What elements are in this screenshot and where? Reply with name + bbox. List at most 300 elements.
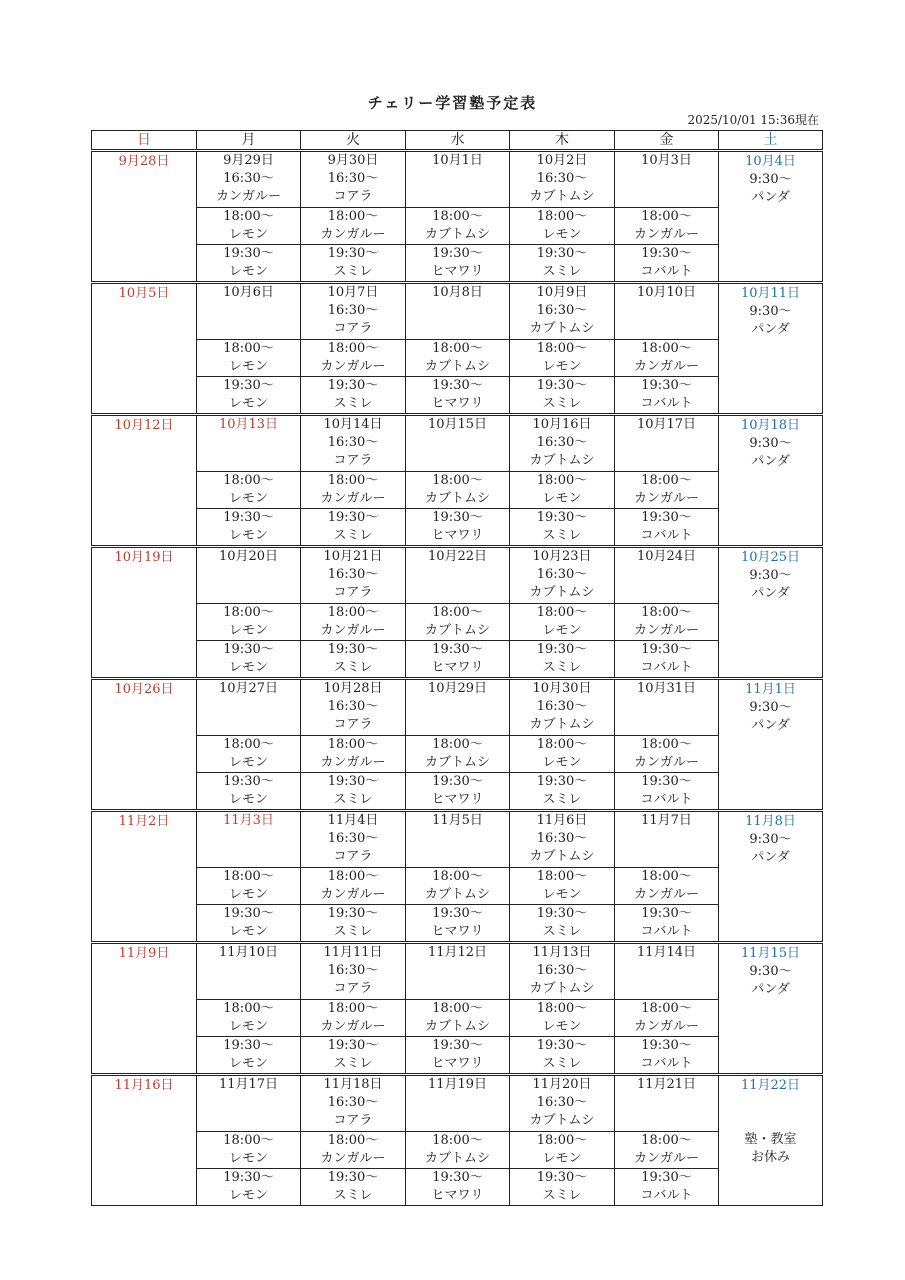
day-cell-mon: [197, 547, 301, 604]
class-entry: 18:00〜: [432, 737, 483, 752]
class-entry: スミレ: [542, 660, 582, 675]
class-entry: カンガルー: [320, 1019, 386, 1034]
date-label: 11月9日: [118, 946, 170, 961]
slot-1930-tue: [301, 1037, 406, 1075]
class-entry: パンダ: [751, 322, 790, 337]
class-entry: スミレ: [333, 1056, 373, 1071]
slot-1800-row: [92, 868, 823, 905]
class-entry: コバルト: [640, 528, 693, 543]
class-entry: 19:30〜: [223, 246, 274, 261]
date-label: 10月30日: [532, 681, 592, 696]
date-label: 10月2日: [536, 153, 588, 168]
sunday-cell: [92, 547, 197, 679]
slot-1930-tue: [301, 245, 406, 283]
slot-1930-tue: [301, 773, 406, 811]
slot-1930-row: [92, 905, 823, 943]
day-cell-thu: [510, 151, 615, 208]
header-sunday: 日: [92, 131, 197, 151]
slot-1930-row: [92, 245, 823, 283]
class-entry: 19:30〜: [327, 1038, 379, 1053]
day-cell-tue: [301, 811, 406, 868]
class-entry: レモン: [228, 1151, 268, 1166]
class-entry: 16:30〜: [327, 435, 379, 450]
class-entry: レモン: [228, 227, 268, 242]
slot-1800-thu: [510, 472, 615, 509]
day-cell-mon: [197, 415, 301, 472]
class-entry: 19:30〜: [432, 906, 483, 921]
class-entry: カブトムシ: [529, 849, 595, 864]
class-entry: カンガルー: [633, 359, 699, 374]
class-entry: パンダ: [751, 850, 790, 865]
class-entry: 19:30〜: [327, 510, 379, 525]
day-cell-thu: [510, 811, 615, 868]
slot-1800-wed: [406, 208, 510, 245]
date-label: 11月17日: [218, 1077, 279, 1092]
sunday-cell: [92, 415, 197, 547]
day-cell-thu: [510, 943, 615, 1000]
class-entry: 19:30〜: [327, 1170, 379, 1185]
slot-1800-fri: [615, 1132, 719, 1169]
day-cell-fri: [615, 151, 719, 208]
class-entry: 9:30〜: [749, 964, 792, 979]
saturday-cell: [719, 1075, 823, 1206]
class-entry: 19:30〜: [536, 774, 588, 789]
class-entry: ヒマワリ: [431, 924, 484, 939]
slot-1930-mon: [197, 641, 301, 679]
slot-1800-fri: [615, 208, 719, 245]
date-label: 11月12日: [427, 945, 488, 960]
day-cell-thu: [510, 415, 615, 472]
class-entry: [719, 1113, 822, 1131]
day-cell-wed: [406, 679, 510, 736]
slot-1800-thu: [510, 868, 615, 905]
class-entry: レモン: [228, 660, 268, 675]
class-entry: スミレ: [333, 924, 373, 939]
header-saturday: 土: [719, 131, 823, 151]
day-cell-tue: [301, 547, 406, 604]
class-entry: スミレ: [542, 528, 582, 543]
slot-1930-mon: [197, 773, 301, 811]
class-entry: コバルト: [640, 1056, 693, 1071]
class-entry: カンガルー: [320, 623, 386, 638]
class-entry: 16:30〜: [327, 699, 379, 714]
class-entry: 18:00〜: [432, 209, 483, 224]
class-entry: カブトムシ: [424, 227, 490, 242]
class-entry: 16:30〜: [223, 171, 274, 186]
date-label: 10月10日: [636, 285, 697, 300]
class-entry: 18:00〜: [327, 605, 379, 620]
class-entry: 16:30〜: [536, 567, 588, 582]
class-entry: 18:00〜: [536, 1001, 588, 1016]
day-cell-tue: [301, 679, 406, 736]
slot-1800-row: [92, 472, 823, 509]
class-entry: 19:30〜: [641, 1170, 692, 1185]
day-cell-wed: [406, 943, 510, 1000]
class-entry: コバルト: [640, 924, 693, 939]
sunday-cell: [92, 943, 197, 1075]
slot-1930-row: [92, 1037, 823, 1075]
slot-1930-thu: [510, 773, 615, 811]
class-entry: カンガルー: [633, 1151, 699, 1166]
class-entry: カブトムシ: [529, 717, 595, 732]
class-entry: 19:30〜: [432, 642, 483, 657]
slot-1930-wed: [406, 1169, 510, 1206]
class-entry: レモン: [542, 359, 582, 374]
class-entry: 19:30〜: [536, 1170, 588, 1185]
day-cell-tue: [301, 415, 406, 472]
slot-1930-mon: [197, 245, 301, 283]
date-label: 11月21日: [636, 1077, 697, 1092]
class-entry: レモン: [228, 359, 268, 374]
slot-1800-mon: [197, 340, 301, 377]
class-entry: レモン: [542, 491, 582, 506]
slot-1930-fri: [615, 641, 719, 679]
day-cell-tue: [301, 283, 406, 340]
class-entry: 19:30〜: [432, 378, 483, 393]
class-entry: レモン: [542, 227, 582, 242]
class-entry: レモン: [228, 1188, 268, 1203]
class-entry: お休み: [750, 1150, 790, 1165]
class-entry: レモン: [542, 1151, 582, 1166]
class-entry: コバルト: [640, 792, 693, 807]
week-row: [92, 811, 823, 868]
slot-1800-thu: [510, 340, 615, 377]
date-label: 11月20日: [532, 1077, 592, 1092]
class-entry: 19:30〜: [641, 642, 692, 657]
class-entry: [719, 1095, 822, 1113]
class-entry: カブトムシ: [424, 755, 490, 770]
slot-1800-tue: [301, 736, 406, 773]
date-label: 10月16日: [532, 417, 592, 432]
class-entry: 18:00〜: [641, 869, 692, 884]
class-entry: カブトムシ: [424, 1019, 490, 1034]
slot-1930-tue: [301, 905, 406, 943]
day-cell-mon: [197, 811, 301, 868]
week-row: [92, 943, 823, 1000]
class-entry: コアラ: [333, 585, 373, 600]
class-entry: カブトムシ: [424, 1151, 490, 1166]
class-entry: 18:00〜: [641, 737, 692, 752]
day-cell-wed: [406, 151, 510, 208]
class-entry: 18:00〜: [223, 209, 274, 224]
class-entry: 19:30〜: [327, 774, 379, 789]
class-entry: 9:30〜: [749, 304, 792, 319]
slot-1930-row: [92, 1169, 823, 1206]
date-label: 10月26日: [114, 682, 174, 697]
date-label: 10月20日: [218, 549, 279, 564]
class-entry: 19:30〜: [641, 1038, 692, 1053]
class-entry: 9:30〜: [749, 172, 792, 187]
slot-1930-thu: [510, 245, 615, 283]
week-row: [92, 415, 823, 472]
class-entry: 16:30〜: [327, 303, 379, 318]
class-entry: スミレ: [542, 1056, 582, 1071]
day-cell-mon: [197, 1075, 301, 1132]
class-entry: 18:00〜: [223, 341, 274, 356]
class-entry: スミレ: [542, 1188, 582, 1203]
slot-1800-mon: [197, 472, 301, 509]
date-label: 11月4日: [327, 813, 379, 828]
class-entry: 18:00〜: [641, 473, 692, 488]
date-label: 10月1日: [432, 153, 483, 168]
class-entry: 18:00〜: [432, 1133, 483, 1148]
header-tuesday: 火: [301, 131, 406, 151]
header-monday: 月: [197, 131, 301, 151]
day-cell-fri: [615, 679, 719, 736]
date-label: 11月1日: [745, 682, 796, 697]
class-entry: 19:30〜: [432, 774, 483, 789]
sunday-cell: [92, 811, 197, 943]
date-label: 10月24日: [636, 549, 697, 564]
class-entry: レモン: [542, 623, 582, 638]
class-entry: 18:00〜: [223, 1133, 274, 1148]
class-entry: カンガルー: [320, 491, 386, 506]
class-entry: カブトムシ: [424, 359, 490, 374]
date-label: 10月15日: [427, 417, 488, 432]
saturday-cell: [719, 943, 823, 1075]
day-cell-wed: [406, 415, 510, 472]
date-label: 11月11日: [323, 945, 383, 960]
class-entry: 9:30〜: [749, 832, 792, 847]
slot-1930-thu: [510, 1169, 615, 1206]
date-label: 9月30日: [327, 153, 379, 168]
class-entry: 18:00〜: [223, 605, 274, 620]
slot-1800-tue: [301, 340, 406, 377]
class-entry: 18:00〜: [641, 1001, 692, 1016]
class-entry: 18:00〜: [536, 341, 588, 356]
class-entry: カブトムシ: [529, 189, 595, 204]
slot-1800-wed: [406, 736, 510, 773]
slot-1930-thu: [510, 641, 615, 679]
slot-1930-fri: [615, 1037, 719, 1075]
updated-timestamp: 2025/10/01 15:36現在: [687, 113, 819, 127]
slot-1800-thu: [510, 208, 615, 245]
class-entry: 18:00〜: [536, 209, 588, 224]
class-entry: カブトムシ: [529, 453, 595, 468]
day-cell-fri: [615, 415, 719, 472]
slot-1800-row: [92, 736, 823, 773]
header-thursday: 木: [510, 131, 615, 151]
class-entry: 9:30〜: [749, 436, 792, 451]
slot-1930-row: [92, 773, 823, 811]
class-entry: レモン: [228, 264, 268, 279]
class-entry: 18:00〜: [641, 605, 692, 620]
slot-1800-thu: [510, 736, 615, 773]
slot-1930-mon: [197, 509, 301, 547]
slot-1930-fri: [615, 245, 719, 283]
slot-1800-tue: [301, 208, 406, 245]
date-label: 10月29日: [427, 681, 488, 696]
day-cell-tue: [301, 943, 406, 1000]
class-entry: 19:30〜: [223, 1038, 274, 1053]
slot-1930-fri: [615, 773, 719, 811]
class-entry: 19:30〜: [536, 906, 588, 921]
class-entry: 16:30〜: [536, 963, 588, 978]
class-entry: ヒマワリ: [431, 1188, 484, 1203]
class-entry: 19:30〜: [432, 246, 483, 261]
date-label: 11月15日: [740, 946, 801, 961]
class-entry: 19:30〜: [223, 378, 274, 393]
class-entry: レモン: [228, 924, 268, 939]
date-label: 10月4日: [745, 154, 796, 169]
class-entry: 19:30〜: [641, 774, 692, 789]
day-cell-mon: [197, 151, 301, 208]
class-entry: 19:30〜: [327, 246, 379, 261]
date-label: 10月27日: [218, 681, 279, 696]
sunday-cell: [92, 151, 197, 283]
class-entry: ヒマワリ: [431, 660, 484, 675]
class-entry: 18:00〜: [432, 869, 483, 884]
class-entry: カンガルー: [320, 1151, 386, 1166]
slot-1800-wed: [406, 868, 510, 905]
slot-1800-row: [92, 604, 823, 641]
slot-1800-row: [92, 340, 823, 377]
slot-1800-row: [92, 1000, 823, 1037]
class-entry: コアラ: [333, 453, 373, 468]
slot-1800-wed: [406, 472, 510, 509]
class-entry: 19:30〜: [641, 378, 692, 393]
class-entry: 16:30〜: [327, 567, 379, 582]
class-entry: 18:00〜: [327, 473, 379, 488]
class-entry: 19:30〜: [223, 906, 274, 921]
date-label: 10月8日: [432, 285, 483, 300]
class-entry: 9:30〜: [749, 568, 792, 583]
date-label: 10月19日: [114, 550, 174, 565]
class-entry: スミレ: [542, 396, 582, 411]
class-entry: 16:30〜: [536, 699, 588, 714]
slot-1930-wed: [406, 641, 510, 679]
day-cell-thu: [510, 679, 615, 736]
class-entry: 18:00〜: [327, 341, 379, 356]
date-label: 10月11日: [740, 286, 801, 301]
saturday-cell: [719, 415, 823, 547]
class-entry: 19:30〜: [223, 510, 274, 525]
date-label: 10月6日: [223, 285, 274, 300]
date-label: 10月25日: [740, 550, 801, 565]
slot-1800-mon: [197, 1000, 301, 1037]
class-entry: レモン: [228, 755, 268, 770]
date-label: 11月6日: [536, 813, 588, 828]
class-entry: 19:30〜: [641, 246, 692, 261]
class-entry: 19:30〜: [536, 510, 588, 525]
class-entry: 18:00〜: [223, 1001, 274, 1016]
slot-1930-tue: [301, 509, 406, 547]
slot-1800-thu: [510, 1000, 615, 1037]
date-label: 10月12日: [114, 418, 174, 433]
class-entry: 19:30〜: [327, 378, 379, 393]
slot-1800-tue: [301, 472, 406, 509]
class-entry: 18:00〜: [641, 1133, 692, 1148]
day-cell-wed: [406, 547, 510, 604]
slot-1800-tue: [301, 868, 406, 905]
class-entry: カンガルー: [320, 359, 386, 374]
class-entry: カンガルー: [633, 755, 699, 770]
slot-1800-fri: [615, 472, 719, 509]
class-entry: カンガルー: [633, 1019, 699, 1034]
class-entry: パンダ: [751, 718, 790, 733]
saturday-cell: [719, 547, 823, 679]
class-entry: ヒマワリ: [431, 1056, 484, 1071]
week-row: [92, 151, 823, 208]
class-entry: レモン: [542, 887, 582, 902]
class-entry: 18:00〜: [536, 605, 588, 620]
day-cell-wed: [406, 1075, 510, 1132]
class-entry: 16:30〜: [536, 303, 588, 318]
class-entry: カンガルー: [633, 491, 699, 506]
date-label: 10月3日: [641, 153, 692, 168]
class-entry: 18:00〜: [641, 209, 692, 224]
slot-1800-thu: [510, 1132, 615, 1169]
class-entry: 18:00〜: [536, 1133, 588, 1148]
slot-1800-mon: [197, 1132, 301, 1169]
class-entry: パンダ: [751, 982, 790, 997]
class-entry: レモン: [228, 792, 268, 807]
slot-1800-wed: [406, 604, 510, 641]
class-entry: 19:30〜: [223, 642, 274, 657]
class-entry: 16:30〜: [327, 831, 379, 846]
class-entry: カブトムシ: [424, 623, 490, 638]
class-entry: 19:30〜: [536, 378, 588, 393]
day-cell-thu: [510, 1075, 615, 1132]
class-entry: 18:00〜: [536, 737, 588, 752]
class-entry: スミレ: [333, 1188, 373, 1203]
class-entry: 19:30〜: [432, 510, 483, 525]
class-entry: 18:00〜: [327, 209, 379, 224]
class-entry: 塾・教室: [744, 1132, 797, 1147]
class-entry: スミレ: [333, 528, 373, 543]
class-entry: 19:30〜: [432, 1170, 483, 1185]
class-entry: 19:30〜: [223, 774, 274, 789]
slot-1800-fri: [615, 1000, 719, 1037]
class-entry: スミレ: [333, 264, 373, 279]
date-label: 11月16日: [114, 1078, 174, 1093]
class-entry: 19:30〜: [536, 642, 588, 657]
slot-1800-thu: [510, 604, 615, 641]
slot-1800-fri: [615, 340, 719, 377]
slot-1930-row: [92, 509, 823, 547]
slot-1930-mon: [197, 1169, 301, 1206]
class-entry: パンダ: [751, 454, 790, 469]
class-entry: レモン: [228, 491, 268, 506]
class-entry: 16:30〜: [536, 435, 588, 450]
class-entry: 18:00〜: [536, 869, 588, 884]
week-row: [92, 547, 823, 604]
class-entry: スミレ: [333, 792, 373, 807]
week-row: [92, 283, 823, 340]
class-entry: コアラ: [333, 849, 373, 864]
class-entry: 16:30〜: [536, 831, 588, 846]
slot-1800-mon: [197, 736, 301, 773]
class-entry: ヒマワリ: [431, 528, 484, 543]
class-entry: 19:30〜: [536, 1038, 588, 1053]
class-entry: カブトムシ: [424, 491, 490, 506]
date-label: 11月7日: [641, 813, 692, 828]
class-entry: コバルト: [640, 264, 693, 279]
slot-1930-fri: [615, 377, 719, 415]
header-wednesday: 水: [406, 131, 510, 151]
day-cell-mon: [197, 679, 301, 736]
date-label: 10月31日: [636, 681, 697, 696]
schedule-table: [91, 130, 823, 1206]
day-cell-thu: [510, 547, 615, 604]
class-entry: 18:00〜: [223, 473, 274, 488]
date-label: 11月13日: [532, 945, 592, 960]
class-entry: 18:00〜: [223, 869, 274, 884]
slot-1930-wed: [406, 773, 510, 811]
slot-1930-wed: [406, 377, 510, 415]
weekday-header-row: [92, 131, 823, 151]
class-entry: 18:00〜: [327, 737, 379, 752]
